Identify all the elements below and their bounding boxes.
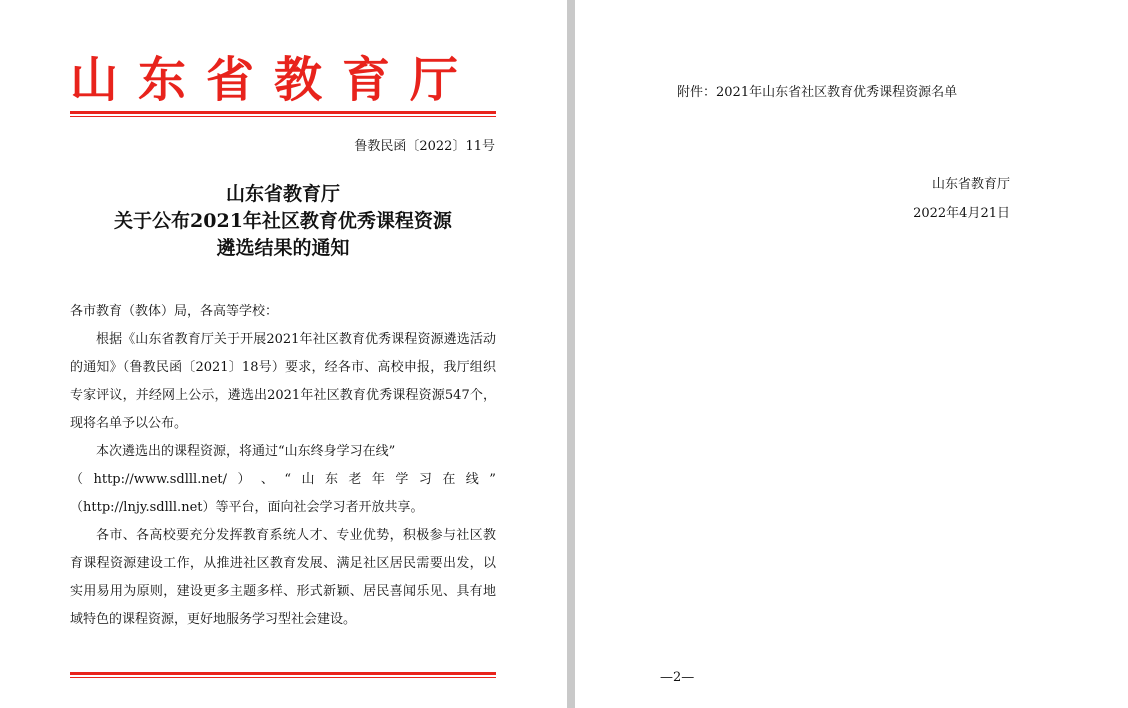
page-gutter [567,0,575,708]
header-red-rule-thick [70,111,496,114]
salutation: 各市教育（教体）局，各高等学校： [70,304,279,319]
url-line-token: 年 [371,472,385,487]
footer-red-rule-thick [70,672,496,675]
body-paragraph-2-line-1: 本次遴选出的课程资源，将通过“山东终身学习在线” [96,444,396,459]
document-page-right [575,0,1128,708]
body-paragraph-1: 根据《山东省教育厅关于开展2021年社区教育优秀课程资源遴选活动的通知》（鲁教民函〔2021〕18号）要求，经各市、高校申报，我厅组织专家评议，并经网上公示，遴选出2021年社区教育优秀课程资源547个，现将名单予以公布。 [70,332,496,431]
url-line-token: 学 [395,472,409,487]
attachment-note: 附件：2021年山东省社区教育优秀课程资源名单 [677,85,958,100]
body-paragraph-3: 各市、各高校要充分发挥教育系统人才、专业优势，积极参与社区教育课程资源建设工作，从推进社区教育发展、满足社区居民需要出发，以实用易用为原则，建设更多主题多样、形式新颖、居民喜闻乐见、具有地域特色的课程资源，更好地服务学习型社会建设。 [70,528,496,627]
url-line-token: （ [70,472,84,487]
document-title-line-3: 遴选结果的通知 [216,237,350,259]
document-number: 鲁教民函〔2022〕11号 [354,139,495,154]
url-line-token: 老 [348,472,362,487]
url-line-token: 线 [465,472,479,487]
url-line-token: “ [284,472,292,487]
document-body [70,298,496,634]
url-line-token: 在 [442,472,456,487]
footer-red-rule-thin [70,677,496,678]
url-line-token: 东 [324,472,338,487]
url-line-token: 山 [301,472,315,487]
signature-block [913,170,1010,228]
body-paragraph-2-url-line [70,466,496,494]
document-title-line-1: 山东省教育厅 [225,183,340,205]
url-line-token: 习 [418,472,432,487]
url-line-token: ） [237,472,251,487]
url-line-token: 、 [260,472,274,487]
issuer-header-title: 山东省教育厅 [70,52,479,108]
document-title [70,181,496,262]
url-line-token: ” [489,472,496,487]
sdlll-url-link[interactable]: http://www.sdlll.net/ [93,472,227,487]
header-red-rule-thin [70,116,496,117]
signature-date: 2022年4月21日 [913,206,1010,221]
body-paragraph-2-line-3: （http://lnjy.sdlll.net）等平台，面向社会学习者开放共享。 [70,500,424,515]
document-title-line-2: 关于公布2021年社区教育优秀课程资源 [114,210,452,232]
page-number: —2— [660,670,695,685]
signature-org: 山东省教育厅 [931,177,1010,192]
